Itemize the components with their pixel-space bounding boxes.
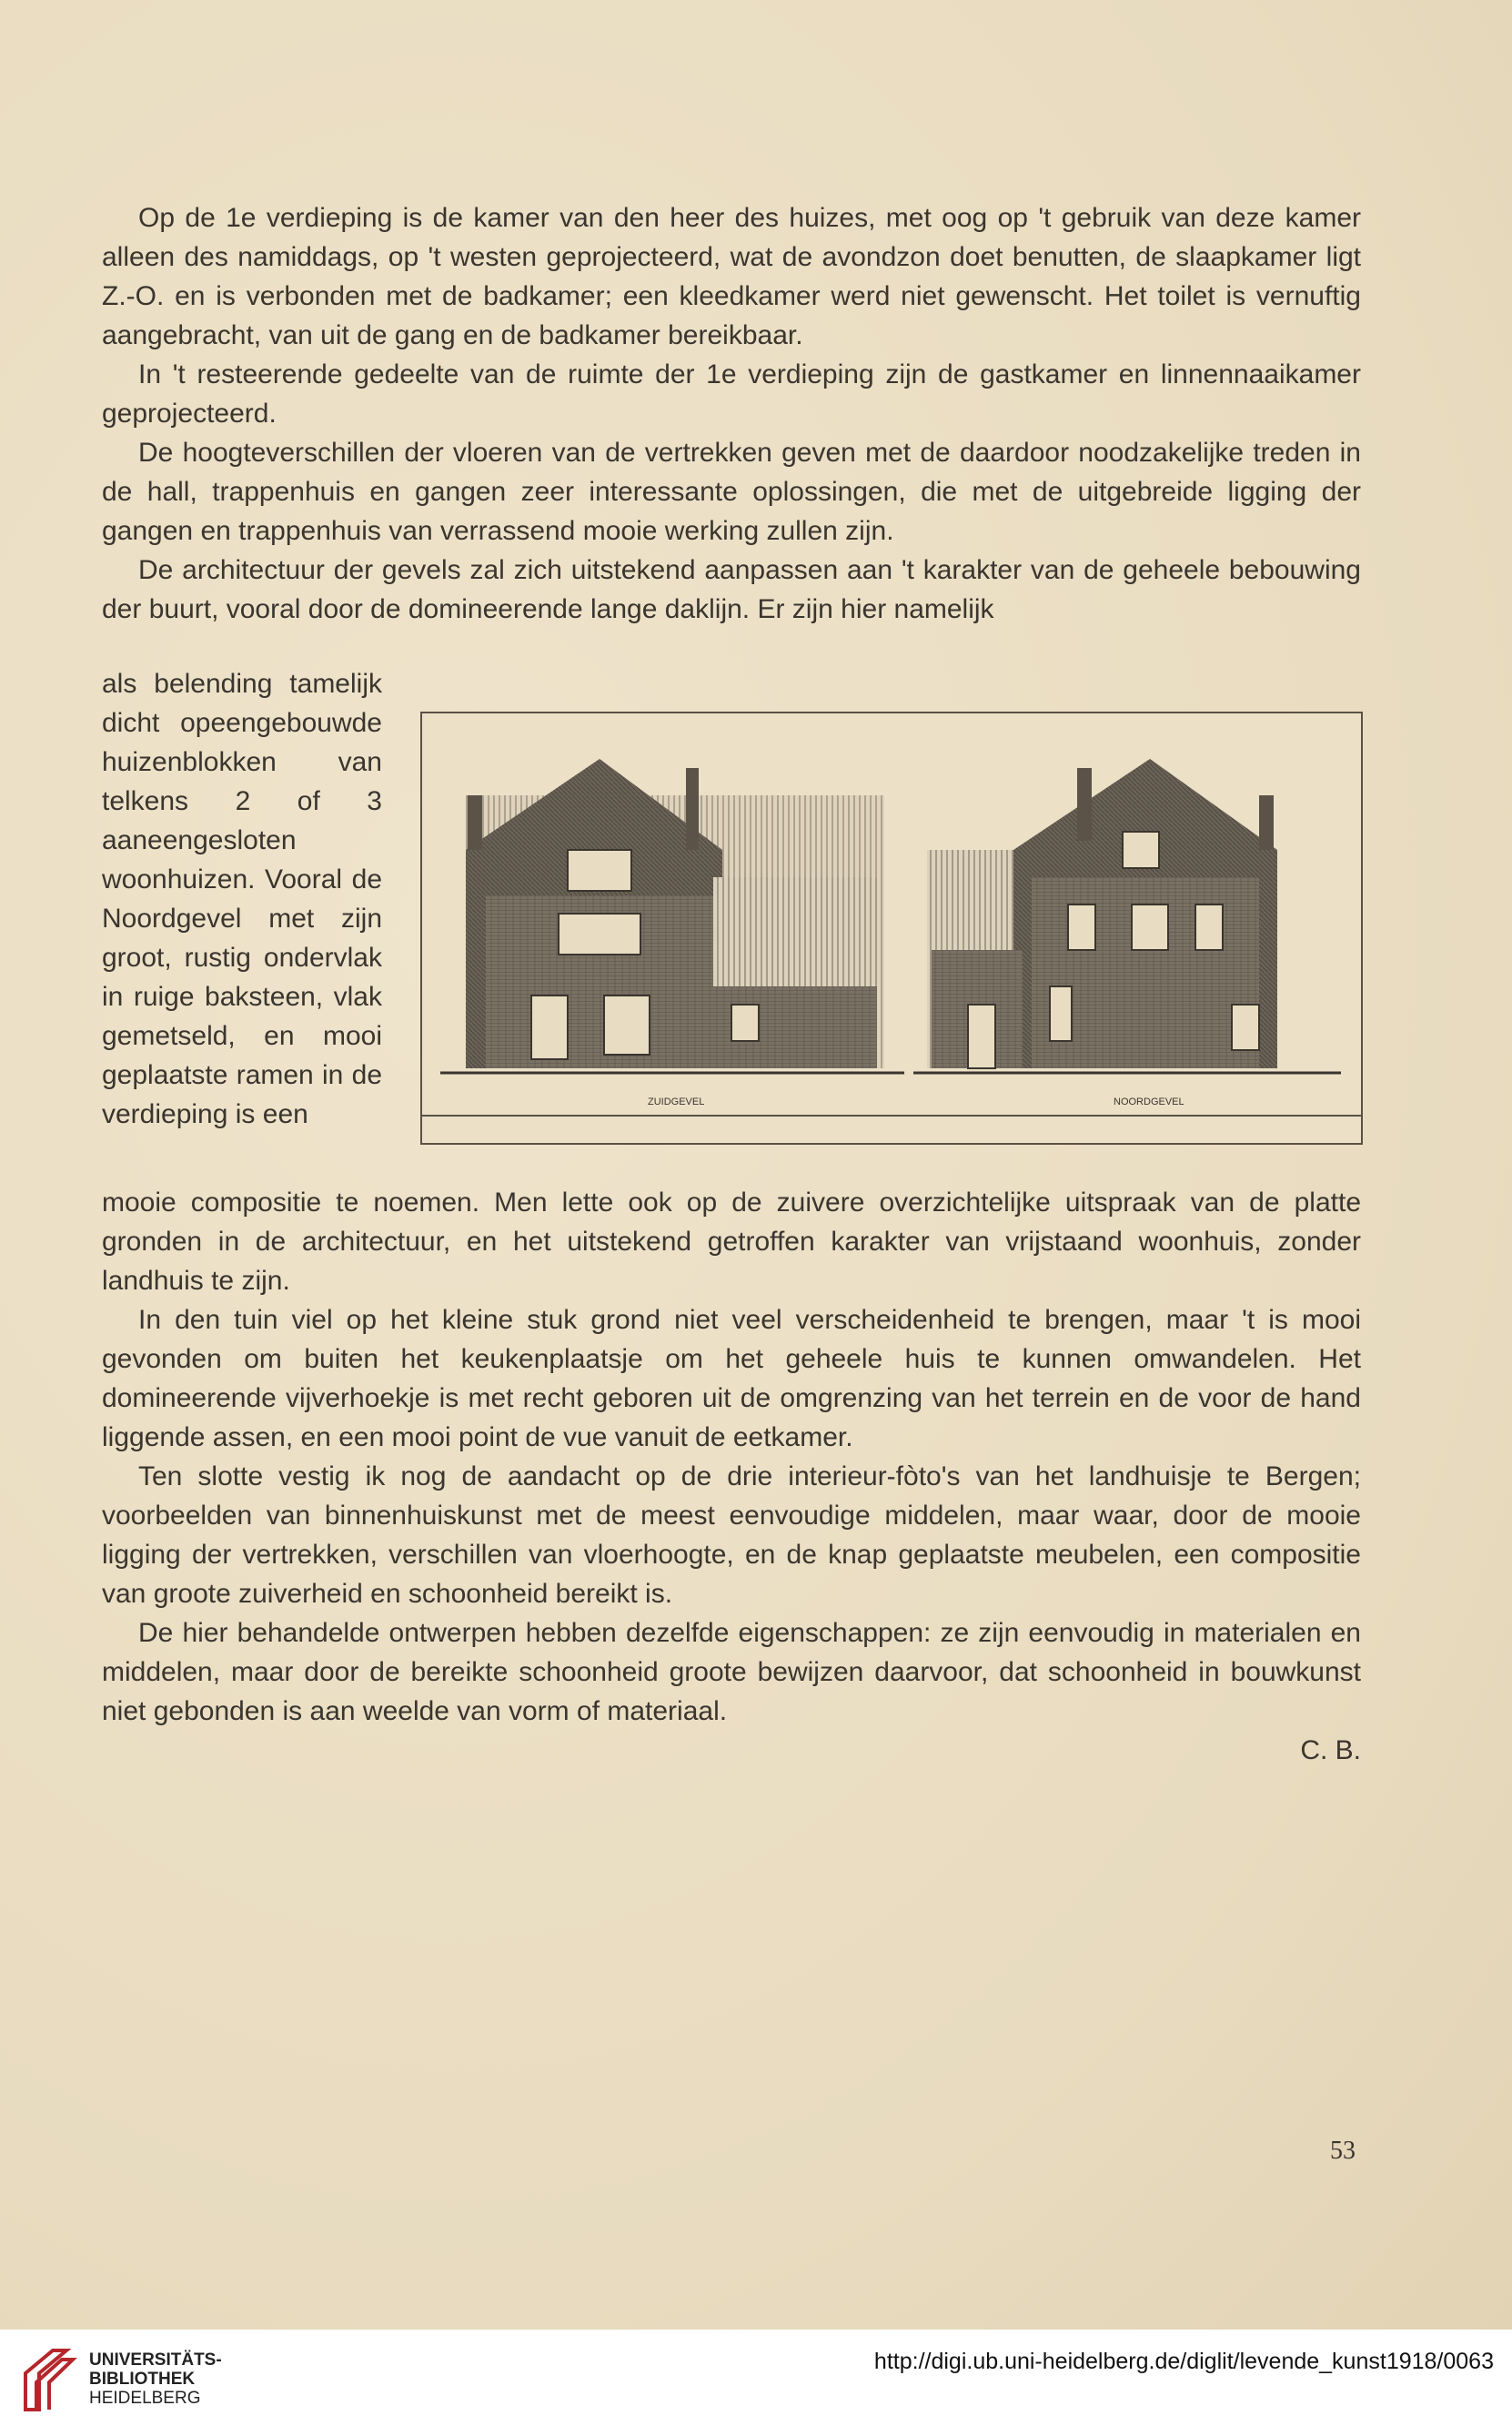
paragraph: De hier behandelde ontwerpen hebben dezelfde eigenschappen: ze zijn eenvoudig in materialen en middelen, maar door de bereikte schoonheid groote bewijzen daarvoor, dat schoonheid in bouwkunst niet gebonden is aan weelde van vorm of materiaal. <box>102 1618 1361 1726</box>
left-elevation-drawing <box>440 759 904 1073</box>
library-logo-icon <box>16 2346 80 2422</box>
library-line: UNIVERSITÄTS- <box>89 2350 222 2370</box>
paragraph: mooie compositie te noemen. Men lette ook op de zuivere overzichtelijke uitspraak van de platte gronden in de architectuur, en het uitstekend getroffen karakter van vrijstaand woonhuis, zonder landhuis te zijn. <box>102 1188 1361 1296</box>
page-number: 53 <box>1330 2137 1356 2165</box>
right-elevation-drawing <box>913 759 1341 1073</box>
elevation-drawings-figure <box>420 712 1363 1145</box>
paragraph: In den tuin viel op het kleine stuk grond niet veel verscheidenheid te brengen, maar 't is mooi gevonden om buiten het keukenplaatsje om het geheele huis te kunnen omwandelen. Het domineerende vijverhoekje is met recht geboren uit de omgrenzing van het terrein en de voor de hand liggende assen, en een mooi point de vue vanuit de eetkamer. <box>102 1305 1361 1452</box>
paragraph: Ten slotte vestig ik nog de aandacht op de drie interieur-fòto's van het landhuisje te Bergen; voorbeelden van binnenhuiskunst met de meest eenvoudige middelen, maar waar, door de mooie ligging der vertrekken, verschillen van vloerhoogte, en de knap geplaatste meubelen, een compositie van groote zuiverheid en schoonheid bereikt is. <box>102 1461 1361 1609</box>
paragraph-wrap: als belending tamelijk dicht opeengebouwde huizenblokken van telkens 2 of 3 aaneengesloten woonhuizen. Vooral de Noordgevel met zijn groot, rustig ondervlak in ruige baksteen, vlak gemetseld, en mooi geplaatste ramen in de verdieping is een <box>102 669 382 1129</box>
author-signature: C. B. <box>1300 1735 1361 1765</box>
source-url-link[interactable]: http://digi.ub.uni-heidelberg.de/diglit/levende_kunst1918/0063 <box>873 2349 1494 2374</box>
footer-bar <box>0 2330 1512 2436</box>
body-text-bottom <box>102 1183 1361 1770</box>
paragraph: In 't resteerende gedeelte van de ruimte der 1e verdieping zijn de gastkamer en linnennaaikamer geprojecteerd. <box>102 359 1361 429</box>
left-caption: ZUIDGEVEL <box>648 1097 705 1107</box>
library-name <box>89 2350 222 2408</box>
paragraph: Op de 1e verdieping is de kamer van den heer des huizes, met oog op 't gebruik van deze kamer alleen des namiddags, op 't westen geprojecteerd, wat de avondzon doet benutten, de slaapkamer ligt Z.-O. en is verbonden met de badkamer; een kleedkamer werd niet gewenscht. Het toilet is vernuftig aangebracht, van uit de gang en de badkamer bereikbaar. <box>102 203 1361 350</box>
paragraph: De hoogteverschillen der vloeren van de vertrekken geven met de daardoor noodzakelijke treden in de hall, trappenhuis en gangen zeer interessante oplossingen, die met de uitgebreide ligging der gangen en trappenhuis van verrassend mooie werking zullen zijn. <box>102 438 1361 546</box>
body-text-top <box>102 198 1361 629</box>
library-line: BIBLIOTHEK <box>89 2370 196 2389</box>
library-line: HEIDELBERG <box>89 2389 201 2408</box>
right-caption: NOORDGEVEL <box>1114 1097 1184 1107</box>
paragraph: De architectuur der gevels zal zich uitstekend aanpassen aan 't karakter van de geheele bebouwing der buurt, vooral door de domineerende lange daklijn. Er zijn hier namelijk <box>102 555 1361 624</box>
